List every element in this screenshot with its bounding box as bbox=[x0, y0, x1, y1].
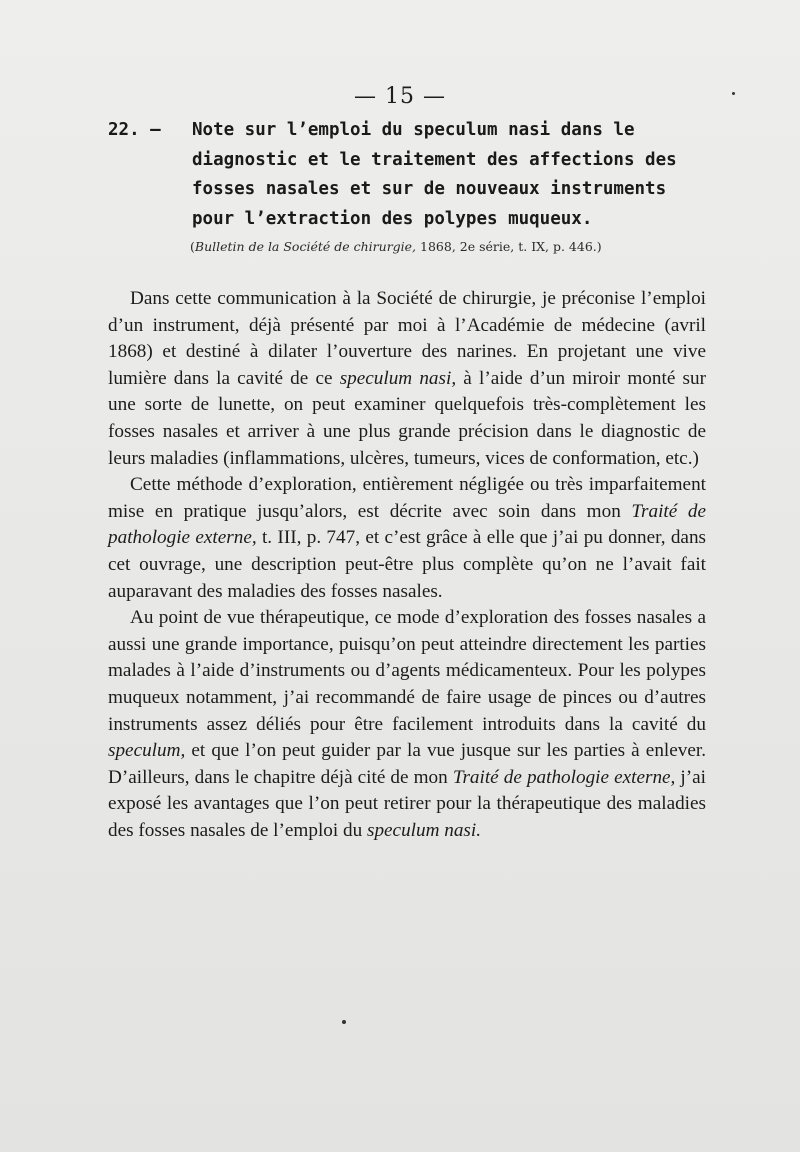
body-text bbox=[108, 286, 706, 844]
paragraph-3-text-b: et que l’on peut guider par la vue jusque sur les parties à enlever. D’ailleurs, dans le chapitre déjà cité de mon bbox=[108, 740, 706, 788]
paragraph-1 bbox=[108, 286, 706, 472]
paragraph-1-italic: speculum nasi, bbox=[339, 367, 457, 389]
paragraph-3-italic-1: speculum, bbox=[108, 740, 186, 762]
paragraph-3-text-c: j’ai exposé les avantages que l’on peut retirer pour la thérapeutique des maladies des fosses nasales de l’emploi du bbox=[108, 766, 707, 841]
paragraph-2-italic: Traité de pathologie externe, bbox=[108, 500, 706, 549]
paragraph-2-text-b: t. III, p. 747, et c’est grâce à elle que j’ai pu donner, dans cet ouvrage, une description peut-être plus complète qu’on ne l’avait fait auparavant des maladies des fosses nasales. bbox=[108, 527, 707, 602]
page-number: — 15 — bbox=[354, 84, 446, 109]
entry-title: Note sur l’emploi du speculum nasi dans le diagnostic et le traitement des affections des fosses nasales et sur de nouveaux instruments pour l’extraction des polypes muqueux. bbox=[192, 120, 677, 229]
paragraph-1-text-b: à l’aide d’un miroir monté sur une sorte de lunette, on peut examiner quelquefois très-complètement les fosses nasales et arriver à une plus grande précision dans le diagnostic de leurs maladies (inflammations, ulcères, tumeurs, vices de conformation, etc.) bbox=[108, 367, 706, 469]
entry-citation bbox=[190, 238, 730, 256]
paragraph-3-italic-3: speculum nasi. bbox=[366, 819, 482, 841]
ink-speck bbox=[342, 1020, 346, 1024]
citation-details: 1868, 2e série, t. IX, p. 446.) bbox=[416, 239, 602, 254]
entry-number: 22. — bbox=[108, 120, 161, 140]
paragraph-3-italic-2: Traité de pathologie externe, bbox=[452, 766, 676, 788]
entry-heading bbox=[108, 116, 718, 234]
ink-speck bbox=[732, 92, 735, 95]
citation-open: ( bbox=[190, 239, 195, 254]
paragraph-2 bbox=[108, 472, 706, 605]
citation-journal: Bulletin de la Société de chirurgie, bbox=[194, 239, 417, 254]
paragraph-2-text-a: Cette méthode d’exploration, entièrement négligée ou très imparfaitement mise en pratique jusqu’alors, est décrite avec soin dans mon bbox=[108, 474, 706, 522]
paragraph-1-text-a: Dans cette communication à la Société de chirurgie, je préconise l’emploi d’un instrument, déjà présenté par moi à l’Académie de médecine (avril 1868) et destiné à dilater l’ouverture des narines. En projetant une vive lumière dans la cavité de ce bbox=[108, 288, 706, 389]
paragraph-3 bbox=[108, 605, 706, 844]
paragraph-3-text-a: Au point de vue thérapeutique, ce mode d’exploration des fosses nasales a aussi une grande importance, puisqu’on peut atteindre directement les parties malades à l’aide d’instruments ou d’agents médicamenteux. Pour les polypes muqueux notamment, j’ai recommandé de faire usage de pinces ou d’autres instruments assez déliés pour être facilement introduits dans la cavité du bbox=[108, 607, 706, 735]
